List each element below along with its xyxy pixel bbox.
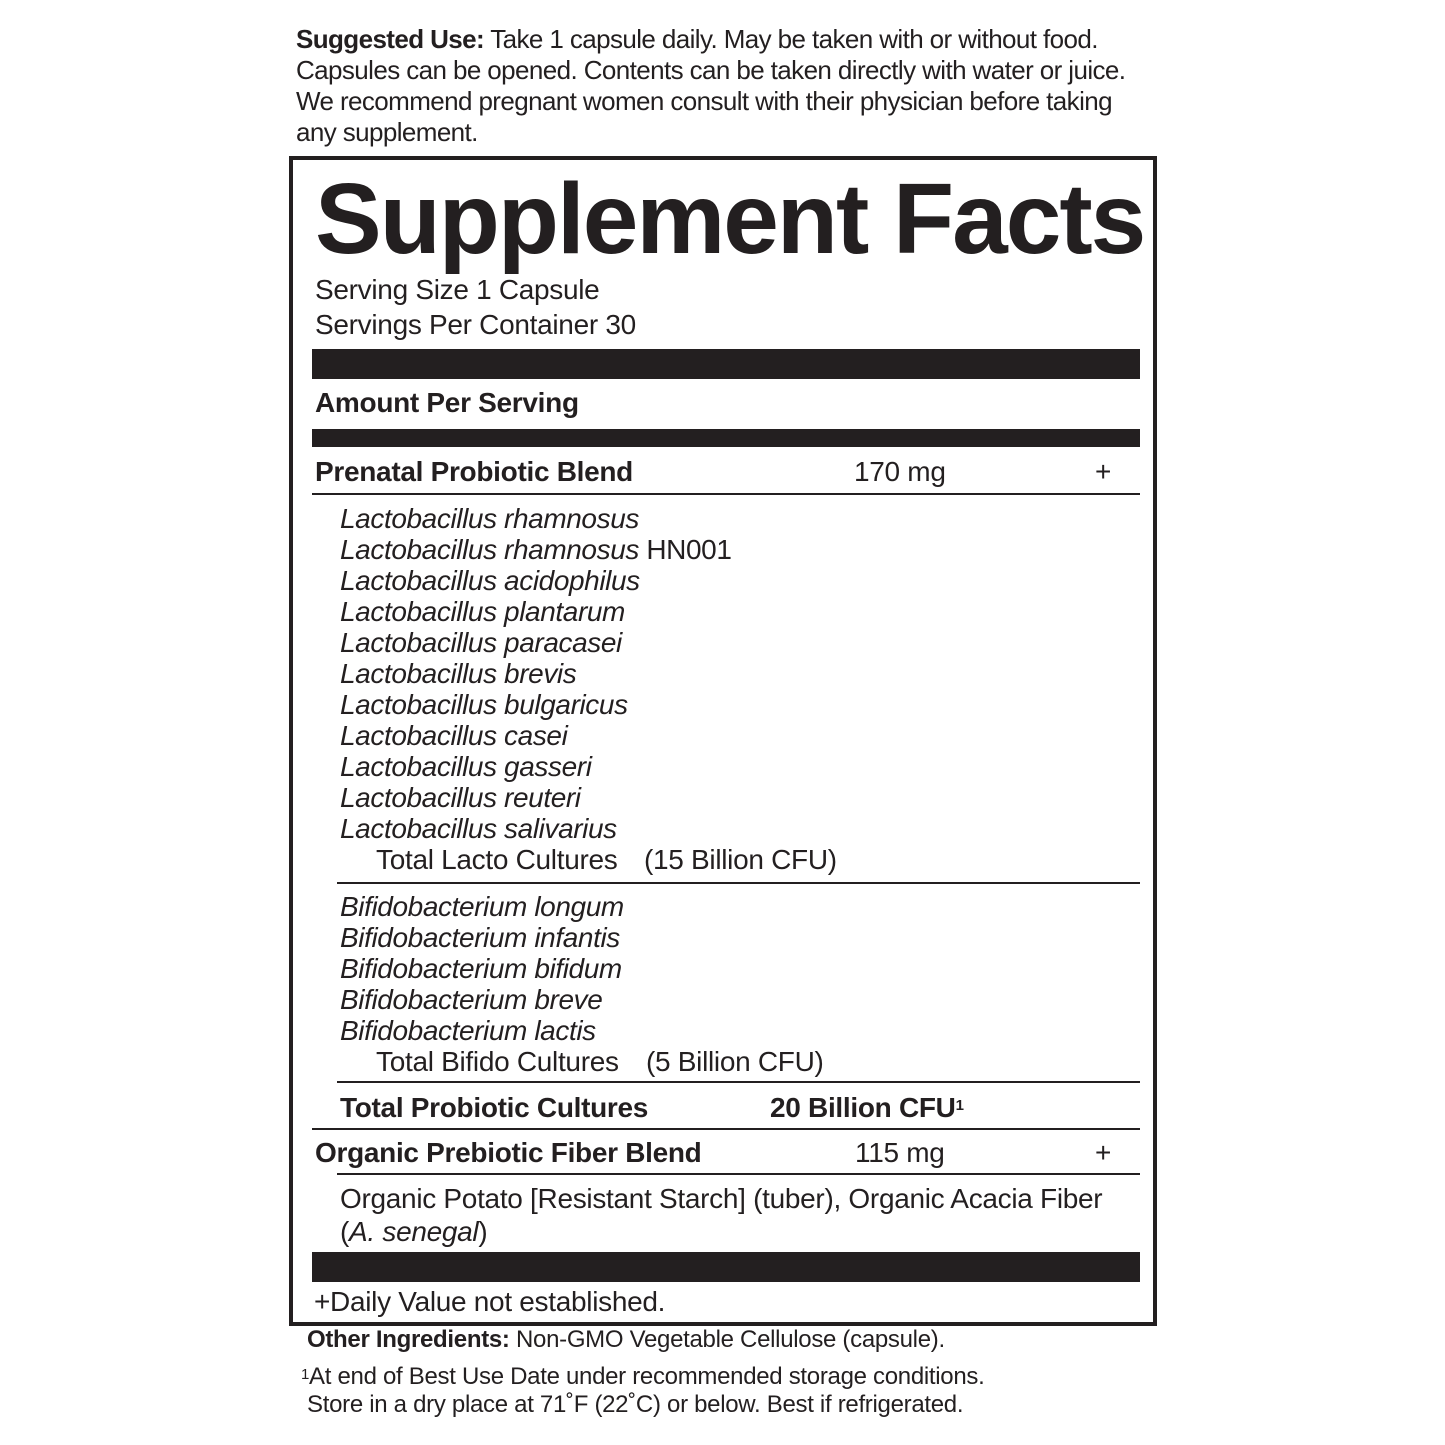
strain-item: Lactobacillus bulgaricus [340, 689, 628, 720]
lacto-strain-list [340, 503, 732, 844]
strain-item: Lactobacillus gasseri [340, 751, 592, 782]
suggested-use-label: Suggested Use: [296, 24, 485, 54]
suggested-use-text [296, 24, 1156, 148]
divider-line [337, 1173, 1140, 1175]
paren-open: ( [340, 1216, 350, 1247]
panel-title: Supplement Facts [315, 163, 1145, 275]
supplement-facts-panel [289, 156, 1157, 1326]
strain-item: Bifidobacterium longum [340, 891, 624, 922]
strain-item: Bifidobacterium bifidum [340, 953, 622, 984]
blend2-ingredients-line1: Organic Potato [Resistant Starch] (tuber), Organic Acacia Fiber [340, 1183, 1103, 1214]
footnote-line2: Store in a dry place at 71˚F (22˚C) or below. Best if refrigerated. [307, 1391, 964, 1418]
footnote-marker: 1 [955, 1097, 964, 1114]
serving-size: Serving Size 1 Capsule [315, 274, 600, 305]
strain-item: Lactobacillus paracasei [340, 627, 622, 658]
divider-line [312, 493, 1140, 495]
blend1-amount: 170 mg [854, 456, 946, 487]
footnote-text: At end of Best Use Date under recommended storage conditions. [309, 1363, 985, 1390]
total-probiotic-label: Total Probiotic Cultures [340, 1092, 649, 1123]
bifido-total-label: Total Bifido Cultures [376, 1046, 619, 1077]
blend1-name: Prenatal Probiotic Blend [315, 456, 633, 487]
other-ingredients [307, 1326, 945, 1354]
strain-item: Lactobacillus acidophilus [340, 565, 640, 596]
medium-divider [312, 429, 1140, 447]
other-ingredients-label: Other Ingredients: [307, 1326, 510, 1353]
strain-item: Bifidobacterium lactis [340, 1015, 596, 1046]
thick-divider [312, 1252, 1140, 1282]
strain-item-name: Lactobacillus rhamnosus [340, 534, 639, 565]
strain-item: Lactobacillus casei [340, 720, 568, 751]
strain-item: Bifidobacterium breve [340, 984, 603, 1015]
strain-item: Lactobacillus reuteri [340, 782, 581, 813]
servings-per-container: Servings Per Container 30 [315, 309, 636, 340]
strain-item [340, 534, 732, 565]
divider-line [337, 1081, 1140, 1083]
total-probiotic-amount: 20 Billion CFU [770, 1092, 956, 1123]
blend2-ingredients-line2 [340, 1215, 487, 1249]
footnote-line1 [301, 1363, 984, 1391]
thick-divider [312, 349, 1140, 379]
lacto-total-value: (15 Billion CFU) [644, 844, 837, 875]
divider-line [337, 882, 1140, 884]
strain-item: Lactobacillus brevis [340, 658, 577, 689]
bifido-total-value: (5 Billion CFU) [646, 1046, 824, 1077]
strain-designation: HN001 [638, 534, 732, 565]
strain-item: Bifidobacterium infantis [340, 922, 620, 953]
divider-line [312, 1128, 1140, 1130]
lacto-total-label: Total Lacto Cultures [376, 844, 618, 875]
paren-close: ) [478, 1216, 488, 1247]
daily-value-note: +Daily Value not established. [314, 1286, 666, 1317]
amount-per-serving-header: Amount Per Serving [315, 387, 579, 418]
blend2-name: Organic Prebiotic Fiber Blend [315, 1137, 702, 1168]
strain-item: Lactobacillus rhamnosus [340, 503, 639, 534]
total-probiotic-value [770, 1091, 964, 1125]
species-name: A. senegal [349, 1216, 479, 1247]
blend1-dv: + [1095, 456, 1112, 487]
blend2-dv: + [1095, 1137, 1112, 1168]
other-ingredients-text: Non-GMO Vegetable Cellulose (capsule). [509, 1326, 945, 1353]
footnote-mark: 1 [301, 1366, 310, 1383]
strain-item: Lactobacillus salivarius [340, 813, 617, 844]
blend2-amount: 115 mg [855, 1137, 945, 1168]
bifido-strain-list [340, 891, 624, 1046]
suggested-use-body: Take 1 capsule daily. May be taken with or without food. Capsules can be opened. Contents can be taken directly with water or juice. We recommend pregnant women consult with their physician before taking any supplement. [296, 24, 1126, 147]
strain-item: Lactobacillus plantarum [340, 596, 625, 627]
